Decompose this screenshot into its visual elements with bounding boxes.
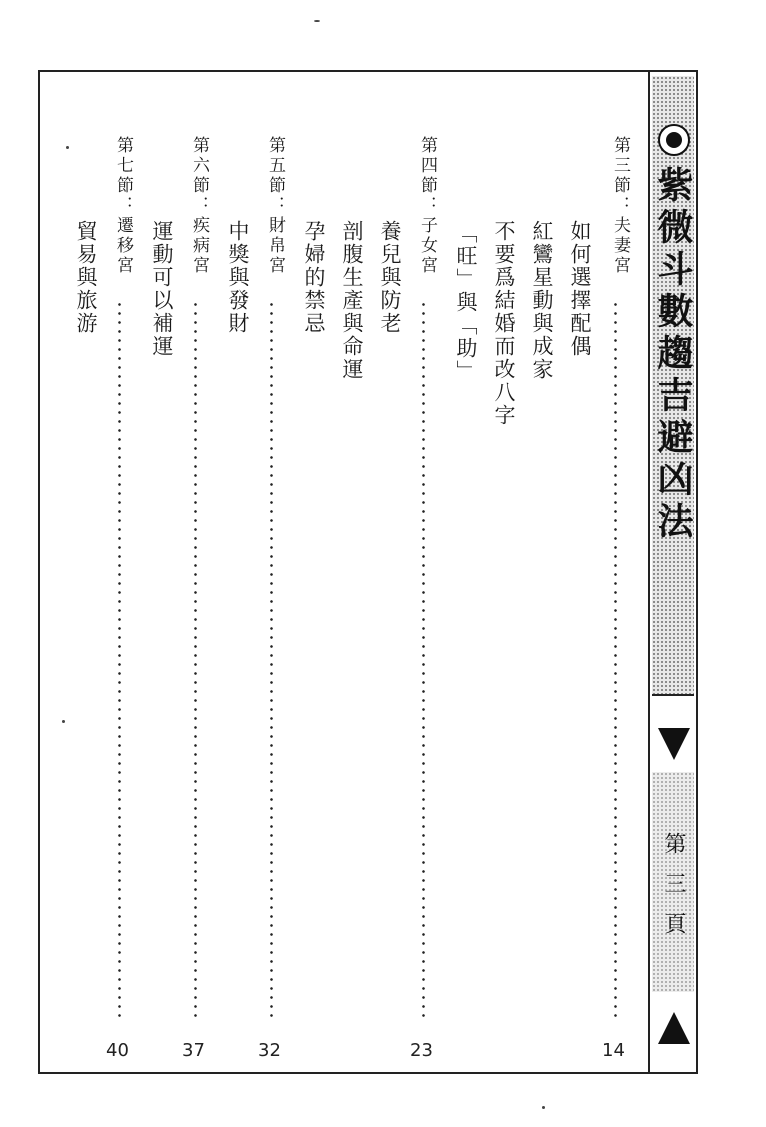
section-title: 疾病宮: [189, 216, 209, 276]
section-title: 夫妻宮: [610, 216, 630, 276]
section-page-number: 14: [602, 1040, 625, 1061]
triangle-up-icon: [658, 1012, 690, 1044]
section-title: 遷移宮: [113, 216, 133, 276]
subsection-item: 不要爲結婚而改八字: [492, 220, 516, 427]
section-label: 第五節: [265, 136, 285, 196]
section-heading: 第七節：遷移宮: [113, 136, 133, 276]
subsection-item: 剖腹生產與命運: [340, 220, 364, 381]
subsection-item: 貿易與旅游: [74, 220, 98, 335]
section-label: 第三節: [610, 136, 630, 196]
subsection-item: 孕婦的禁忌: [302, 220, 326, 335]
section-page-number: 32: [258, 1040, 281, 1061]
section-page-number: 37: [182, 1040, 205, 1061]
section-title: 財帛宮: [265, 216, 285, 276]
subsection-item: 「旺」與「助」: [454, 222, 478, 383]
leader-dots: [270, 300, 273, 1020]
book-title-panel: [652, 76, 694, 696]
book-title: 紫微斗數趨吉避凶法: [652, 166, 694, 544]
subsection-item: 運動可以補運: [150, 220, 174, 358]
subsection-item: 如何選擇配偶: [568, 220, 592, 358]
section-title: 子女宮: [417, 216, 437, 276]
section-heading: 第五節：財帛宮: [265, 136, 285, 276]
section-heading: 第六節：疾病宮: [189, 136, 209, 276]
subsection-item: 養兒與防老: [378, 220, 402, 335]
scan-speck: [66, 146, 69, 149]
section-heading: 第四節：子女宮: [417, 136, 437, 276]
subsection-item: 紅鸞星動與成家: [530, 220, 554, 381]
scan-speck: [542, 1106, 545, 1109]
side-banner: [648, 70, 698, 1074]
leader-dots: [118, 300, 121, 1020]
leader-dots: [614, 300, 617, 1020]
scan-speck: [314, 20, 320, 22]
leader-dots: [422, 300, 425, 1020]
triangle-down-icon: [658, 728, 690, 760]
section-page-number: 40: [106, 1040, 129, 1061]
page-label: 第三頁: [661, 832, 686, 952]
subsection-item: 中獎與發財: [226, 220, 250, 335]
page-label-panel: [652, 772, 694, 992]
section-label: 第四節: [417, 136, 437, 196]
scan-speck: [62, 720, 65, 723]
section-heading: 第三節：夫妻宮: [610, 136, 630, 276]
page-frame: [38, 70, 698, 1074]
section-label: 第七節: [113, 136, 133, 196]
section-label: 第六節: [189, 136, 209, 196]
leader-dots: [194, 300, 197, 1020]
circle-emblem-icon: [658, 124, 690, 156]
section-page-number: 23: [410, 1040, 433, 1061]
